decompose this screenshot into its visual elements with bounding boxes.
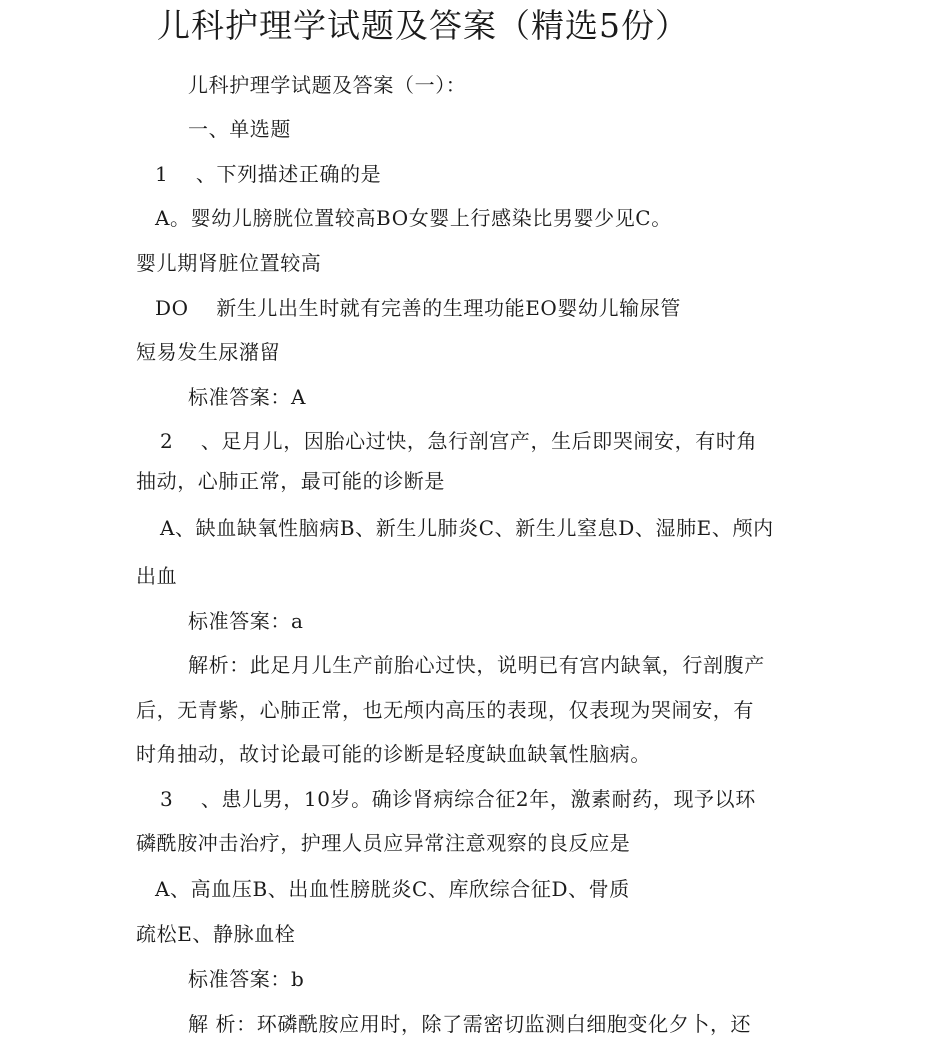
question-2-answer: 标准答案：a bbox=[188, 609, 304, 633]
question-1-options-line-1: A。婴幼儿膀胱位置较高BO女婴上行感染比男婴少见C。 bbox=[155, 206, 672, 230]
question-3-analysis-line-1: 解 析：环磷酰胺应用时，除了需密切监测白细胞变化夕卜，还 bbox=[188, 1012, 752, 1036]
question-3-stem-line-1: 3 、患儿男，10岁。确诊肾病综合征2年，激素耐药，现予以环 bbox=[160, 787, 756, 811]
question-1-stem: 1 、下列描述正确的是 bbox=[155, 162, 382, 186]
question-3-options-line-1: A、高血压B、出血性膀胱炎C、库欣综合征D、骨质 bbox=[155, 877, 630, 901]
question-3-options-line-2: 疏松E、静脉血栓 bbox=[136, 922, 296, 946]
document-title: 儿科护理学试题及答案（精选5份） bbox=[157, 6, 689, 45]
question-2-stem-line-2: 抽动，心肺正常，最可能的诊断是 bbox=[136, 469, 445, 493]
question-2-analysis-line-1: 解析：此足月儿生产前胎心过快，说明已有宫内缺氧，行剖腹产 bbox=[188, 653, 765, 677]
question-2-options-line-2: 出血 bbox=[136, 564, 178, 588]
question-3-answer: 标准答案：b bbox=[188, 967, 305, 991]
question-2-options-line-1: A、缺血缺氧性脑病B、新生儿肺炎C、新生儿窒息D、湿肺E、颅内 bbox=[160, 516, 774, 540]
question-3-stem-line-2: 磷酰胺冲击治疗，护理人员应异常注意观察的良反应是 bbox=[136, 831, 631, 855]
question-2-analysis-line-3: 时角抽动，故讨论最可能的诊断是轻度缺血缺氧性脑病。 bbox=[136, 742, 651, 766]
question-2-stem-line-1: 2 、足月儿，因胎心过快，急行剖宫产，生后即哭闹安，有时角 bbox=[160, 429, 758, 453]
question-1-options-line-4: 短易发生尿潴留 bbox=[136, 340, 281, 364]
question-2-analysis-line-2: 后，无青紫，心肺正常，也无颅内高压的表现，仅表现为哭闹安，有 bbox=[136, 698, 754, 722]
question-1-options-line-3: DO 新生儿出生时就有完善的生理功能EO婴幼儿输尿管 bbox=[155, 296, 681, 320]
question-1-answer: 标准答案：A bbox=[188, 385, 307, 409]
section-heading: 儿科护理学试题及答案（一）： bbox=[188, 73, 467, 97]
question-type-heading: 一、单选题 bbox=[188, 117, 291, 141]
question-1-options-line-2: 婴儿期肾脏位置较高 bbox=[136, 251, 322, 275]
